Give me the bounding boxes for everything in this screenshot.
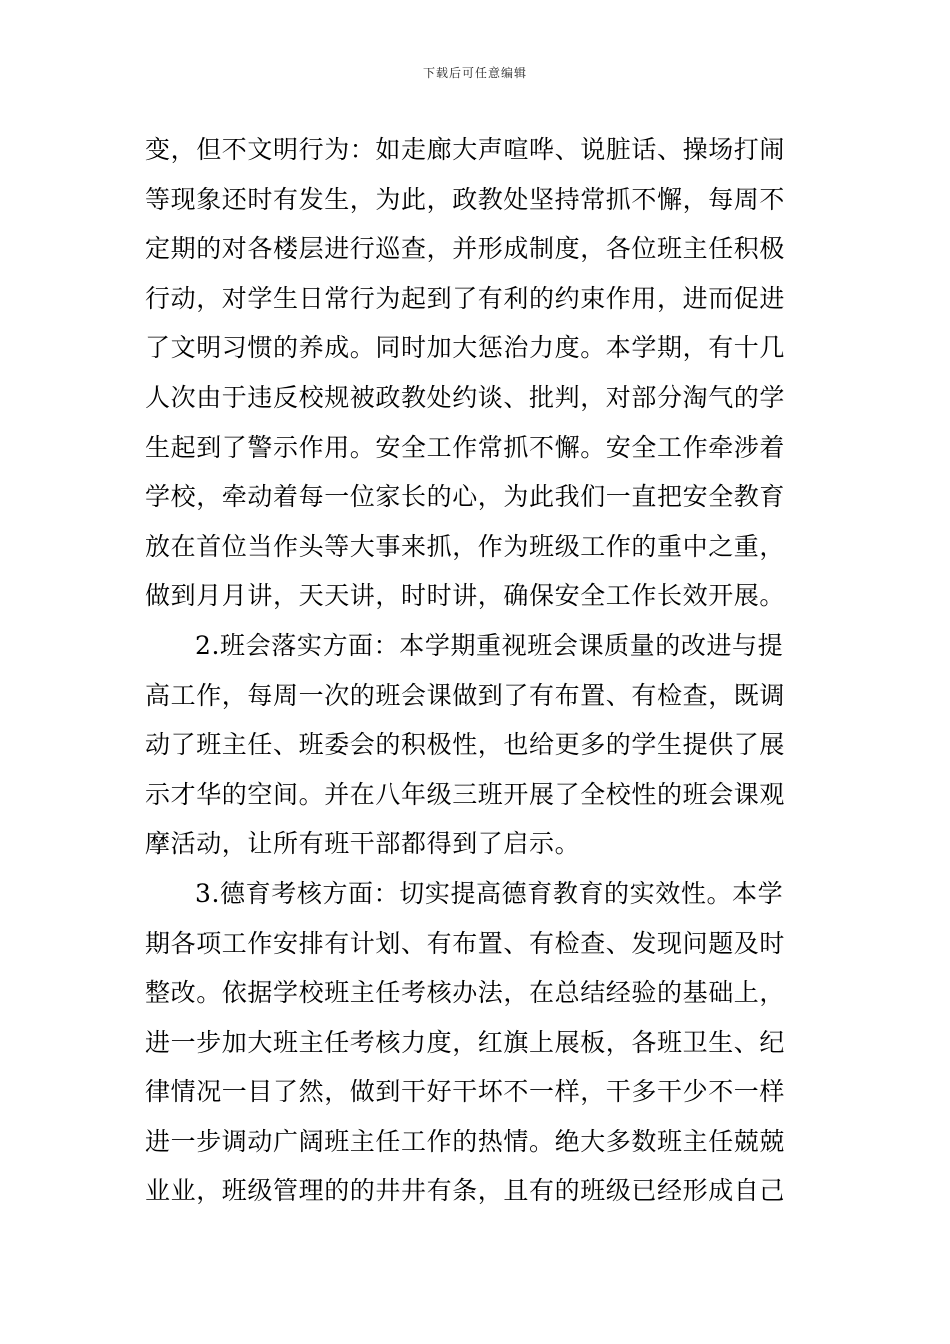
text-line: 律情况一目了然，做到干好干坏不一样，干多干少不一样 <box>145 1077 786 1107</box>
text-line: 期各项工作安排有计划、有布置、有检查、发现问题及时 <box>145 928 786 958</box>
text-line: 了文明习惯的养成。同时加大惩治力度。本学期，有十几 <box>145 333 786 363</box>
text-line: 做到月月讲，天天讲，时时讲，确保安全工作长效开展。 <box>145 581 786 611</box>
paragraph-start-line: 3.德育考核方面：切实提高德育教育的实效性。本学 <box>195 878 784 908</box>
paragraph-start-line: 2.班会落实方面：本学期重视班会课质量的改进与提 <box>195 630 784 660</box>
text-line: 动了班主任、班委会的积极性，也给更多的学生提供了展 <box>145 730 786 760</box>
text-line: 变，但不文明行为：如走廊大声喧哗、说脏话、操场打闹 <box>145 135 786 164</box>
page-header: 下载后可任意编辑 <box>422 66 527 80</box>
text-line: 等现象还时有发生，为此，政教处坚持常抓不懈，每周不 <box>145 184 786 214</box>
text-line: 人次由于违反校规被政教处约谈、批判，对部分淘气的学 <box>145 382 786 412</box>
text-line: 示才华的空间。并在八年级三班开展了全校性的班会课观 <box>145 779 786 809</box>
text-line: 定期的对各楼层进行巡查，并形成制度，各位班主任积极 <box>145 234 786 264</box>
text-line: 进一步加大班主任考核力度，红旗上展板，各班卫生、纪 <box>145 1027 786 1057</box>
text-line: 摩活动，让所有班干部都得到了启示。 <box>145 829 581 859</box>
text-line: 高工作，每周一次的班会课做到了有布置、有检查，既调 <box>145 680 786 710</box>
text-line: 学校，牵动着每一位家长的心，为此我们一直把安全教育 <box>145 482 786 512</box>
text-line: 整改。依据学校班主任考核办法，在总结经验的基础上， <box>145 978 786 1008</box>
text-line: 行动，对学生日常行为起到了有利的约束作用，进而促进 <box>145 283 786 313</box>
text-line: 生起到了警示作用。安全工作常抓不懈。安全工作牵涉着 <box>145 432 786 462</box>
text-line: 业业，班级管理的的井井有条，且有的班级已经形成自己 <box>145 1176 786 1206</box>
text-line: 放在首位当作头等大事来抓，作为班级工作的重中之重， <box>145 531 786 561</box>
text-line: 进一步调动广阔班主任工作的热情。绝大多数班主任兢兢 <box>145 1126 786 1156</box>
document-body <box>145 125 810 1216</box>
